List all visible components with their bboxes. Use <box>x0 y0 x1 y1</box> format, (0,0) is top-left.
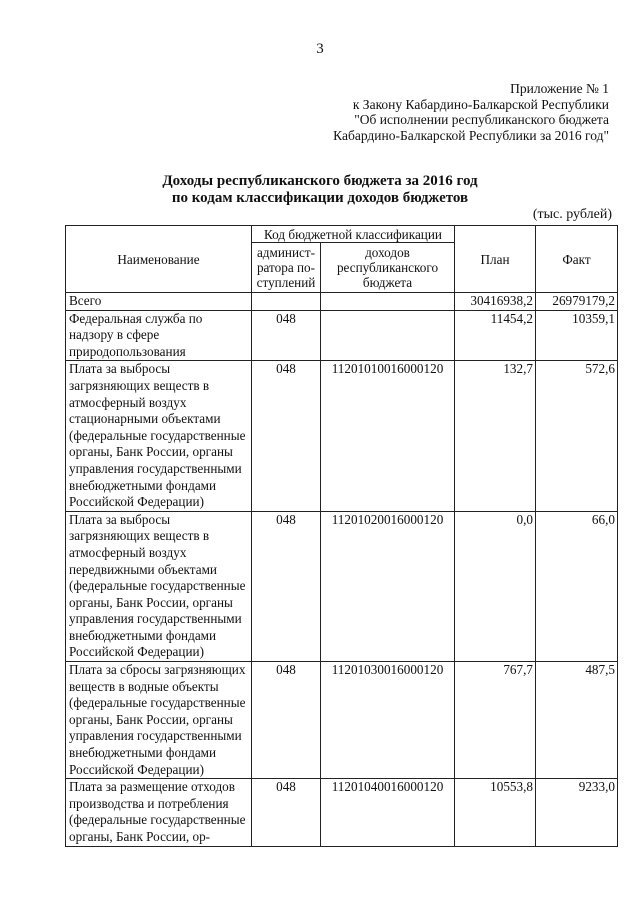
row-income-code <box>321 310 455 361</box>
header-fact: Факт <box>536 226 618 293</box>
row-admin-code <box>252 293 321 311</box>
appendix-line: "Об исполнении республиканского бюджета <box>354 112 609 127</box>
title-line-1: Доходы республиканского бюджета за 2016 год <box>162 173 478 189</box>
row-income-code: 11201020016000120 <box>321 511 455 661</box>
appendix-header <box>249 81 609 143</box>
row-name: Плата за сбросы загрязняющих веществ в водные объекты (федеральные государственные органы, Банк России, органы управления государственными внебюджетными фондами Российской Федерации) <box>66 662 252 779</box>
row-name: Плата за выбросы загрязняющих веществ в атмосферный воздух передвижными объектами (федеральные государственные органы, Банк России, органы управления государственными внебюджетными фондами Российской Федерации) <box>66 511 252 661</box>
row-fact: 487,5 <box>536 662 618 779</box>
row-fact: 26979179,2 <box>536 293 618 311</box>
table-row <box>66 310 618 361</box>
row-plan: 10553,8 <box>455 779 536 846</box>
units-label: (тыс. рублей) <box>532 207 612 222</box>
row-plan: 132,7 <box>455 361 536 511</box>
appendix-line: Приложение № 1 <box>510 81 609 96</box>
row-plan: 11454,2 <box>455 310 536 361</box>
table-row <box>66 511 618 661</box>
row-fact: 10359,1 <box>536 310 618 361</box>
table-row <box>66 361 618 511</box>
row-name: Федеральная служба по надзору в сфере природопользования <box>66 310 252 361</box>
row-plan: 30416938,2 <box>455 293 536 311</box>
row-admin-code: 048 <box>252 511 321 661</box>
document-title <box>0 173 640 207</box>
header-income-code: доходов республиканского бюджета <box>321 243 455 293</box>
row-income-code <box>321 293 455 311</box>
row-income-code: 11201010016000120 <box>321 361 455 511</box>
title-line-2: по кодам классификации доходов бюджетов <box>171 190 469 206</box>
table-row <box>66 293 618 311</box>
row-admin-code: 048 <box>252 779 321 846</box>
row-plan: 767,7 <box>455 662 536 779</box>
table-row <box>66 779 618 846</box>
header-code-group: Код бюджетной классификации <box>252 226 455 243</box>
appendix-line: к Закону Кабардино-Балкарской Республики <box>352 96 609 112</box>
appendix-line: Кабардино-Балкарской Республики за 2016 год" <box>333 127 609 143</box>
row-name: Плата за размещение отходов производства и потребления (федеральные государственные органы, Банк России, ор- <box>66 779 252 846</box>
row-plan: 0,0 <box>455 511 536 661</box>
row-income-code: 11201030016000120 <box>321 662 455 779</box>
row-name: Плата за выбросы загрязняющих веществ в атмосферный воздух стационарными объектами (федеральные государственные органы, Банк России, органы управления государственными внебюджетными фондами Российской Федерации) <box>66 361 252 511</box>
row-admin-code: 048 <box>252 361 321 511</box>
page-number: 3 <box>316 41 324 57</box>
header-name: Наименование <box>66 226 252 293</box>
income-table <box>65 225 618 847</box>
row-fact: 572,6 <box>536 361 618 511</box>
header-plan: План <box>455 226 536 293</box>
row-fact: 9233,0 <box>536 779 618 846</box>
row-fact: 66,0 <box>536 511 618 661</box>
row-income-code: 11201040016000120 <box>321 779 455 846</box>
row-name: Всего <box>66 293 252 311</box>
header-admin: админист-ратора по-ступлений <box>252 243 321 293</box>
row-admin-code: 048 <box>252 662 321 779</box>
row-admin-code: 048 <box>252 310 321 361</box>
table-row <box>66 662 618 779</box>
